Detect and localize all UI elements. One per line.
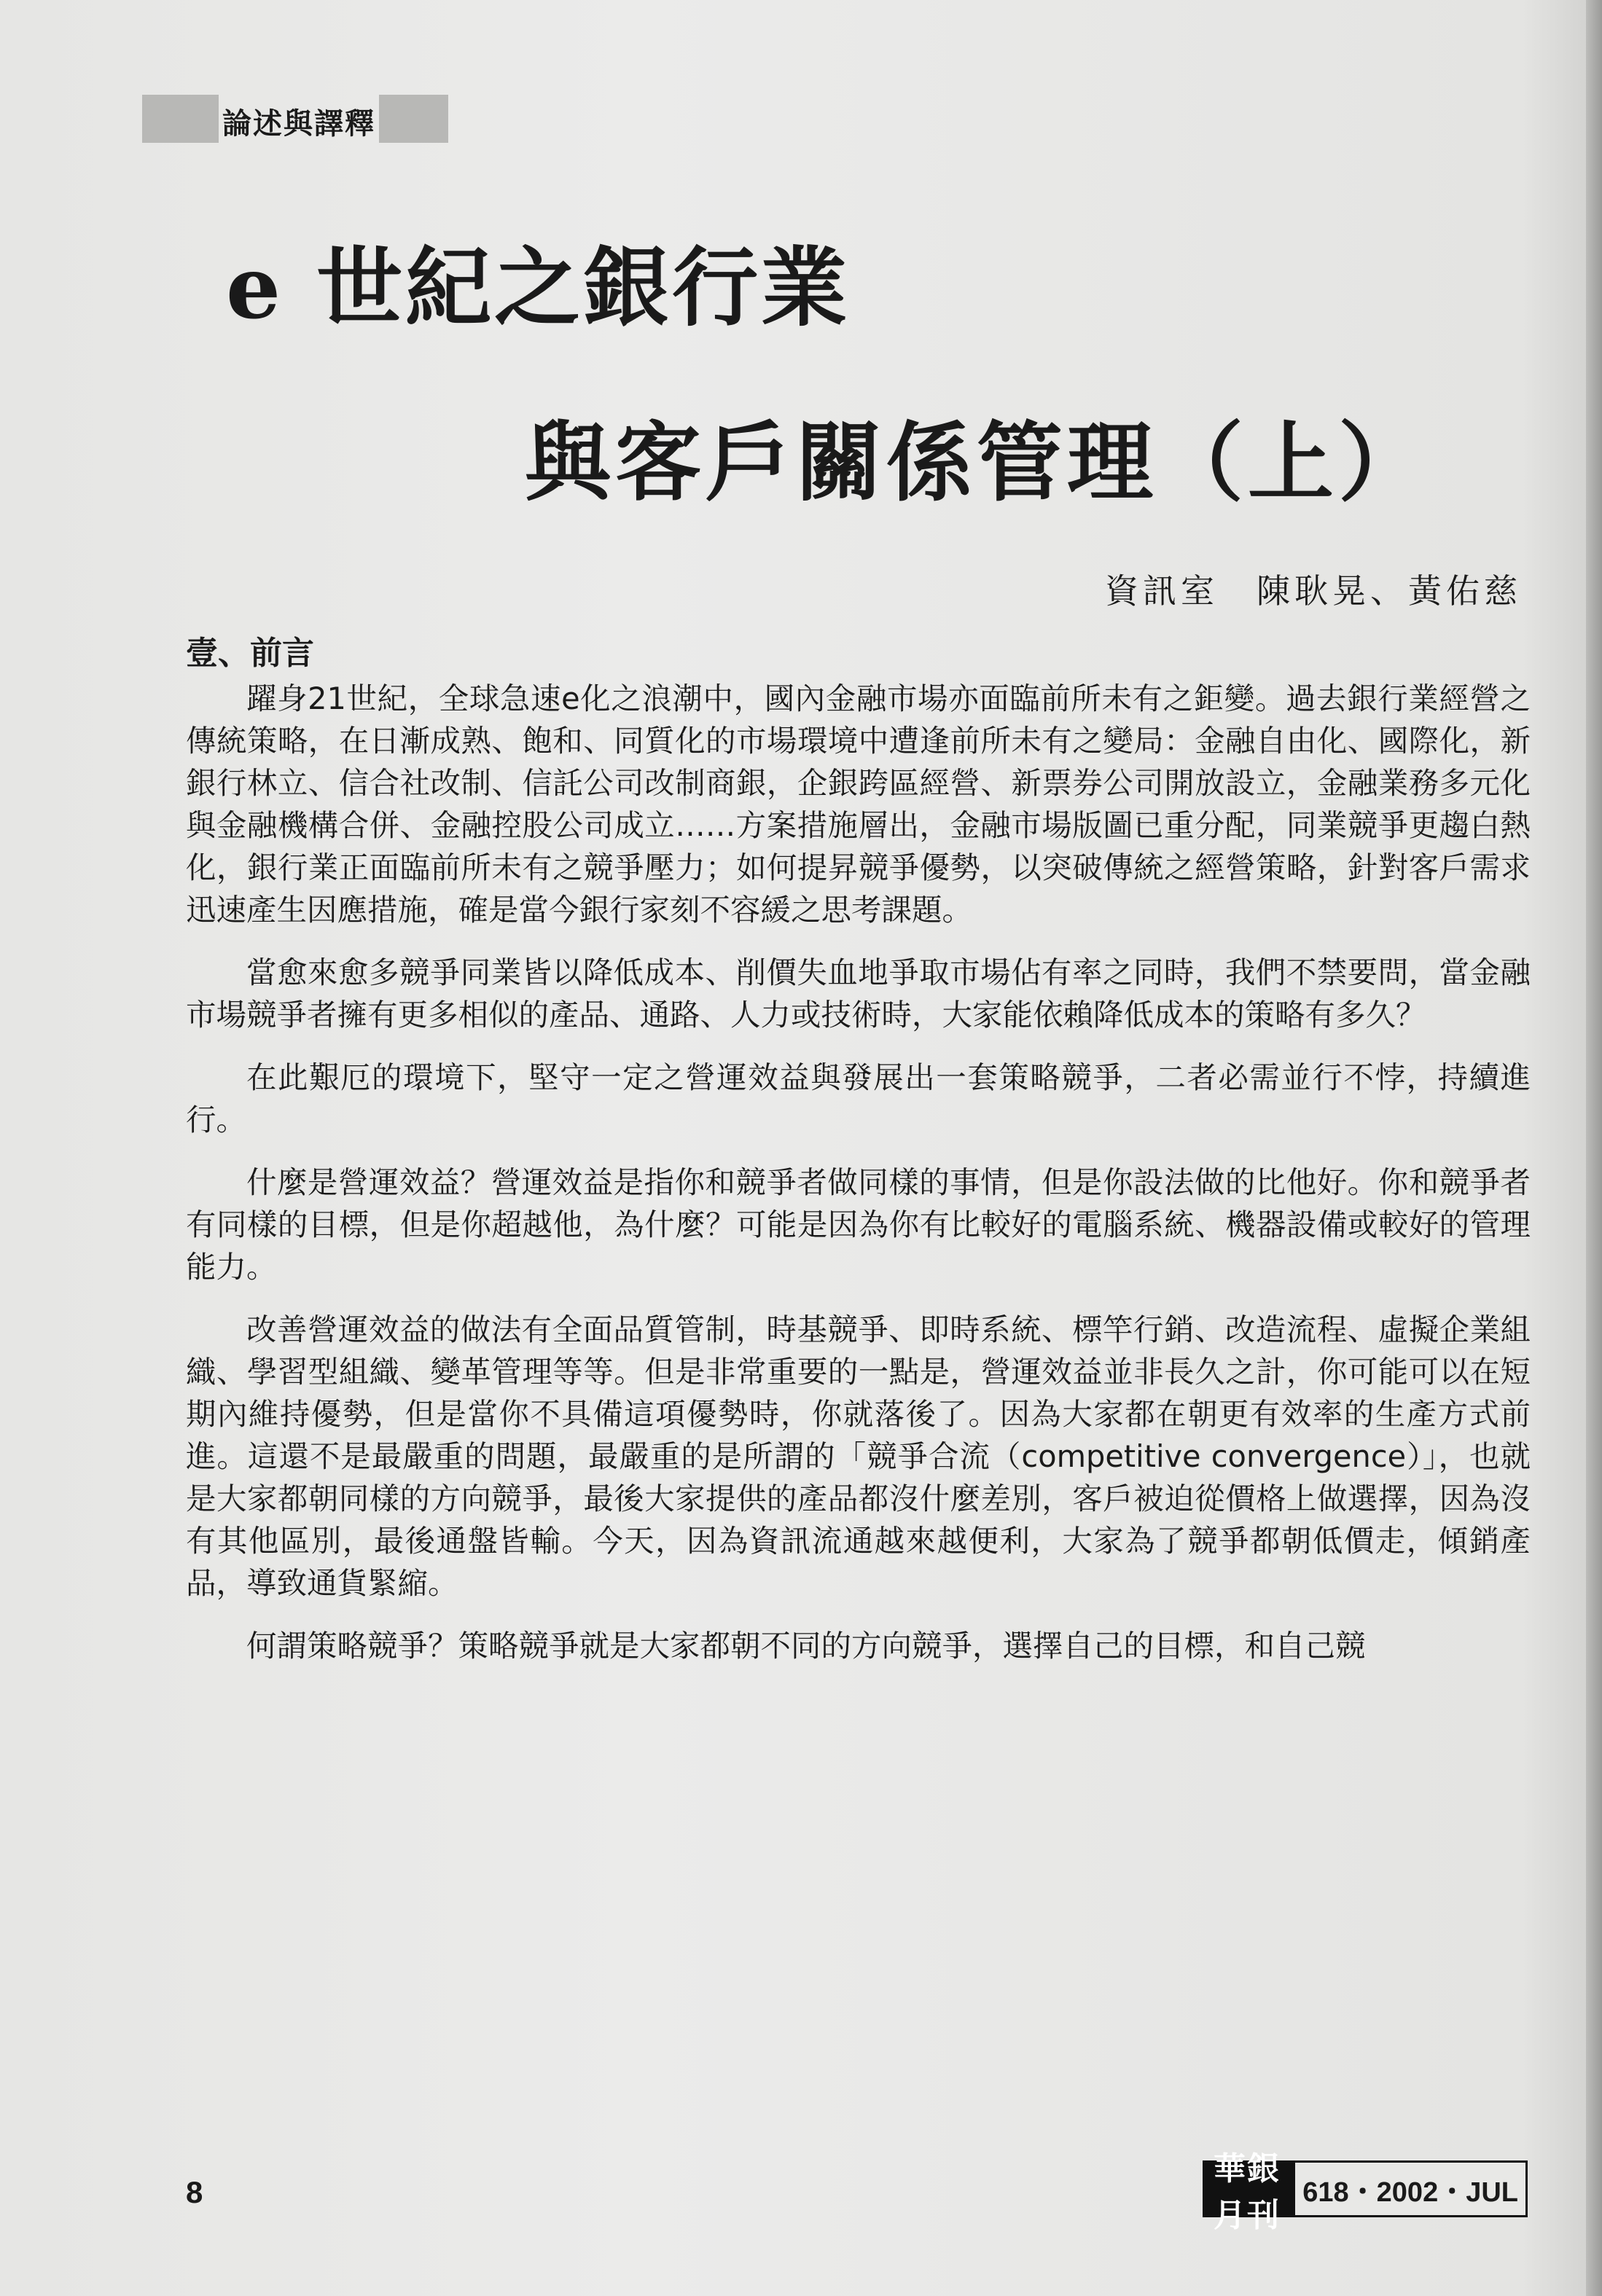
paragraph: 在此艱厄的環境下，堅守一定之營運效益與發展出一套策略競爭，二者必需並行不悖，持續進行。 xyxy=(186,1059,1531,1137)
magazine-name: 華銀月刊 xyxy=(1205,2163,1295,2215)
magazine-footer xyxy=(1203,2150,1528,2234)
paragraph: 改善營運效益的做法有全面品質管制，時基競爭、即時系統、標竿行銷、改造流程、虛擬企業組織、學習型組織、變革管理等等。但是非常重要的一點是，營運效益並非長久之計，你可能可以在短期內維持優勢，但是當你不具備這項優勢時，你就落後了。因為大家都在朝更有效率的生產方式前進。這還不是最嚴重的問題，最嚴重的是所謂的「競爭合流（competitive convergence）」，也就是大家都朝同樣的方向競爭，最後大家提供的產品都沒什麼差別，客戶被迫從價格上做選擇，因為沒有其他區別，最後通盤皆輸。今天，因為資訊流通越來越便利，大家為了競爭都朝低價走，傾銷產品，導致通貨緊縮。 xyxy=(186,1312,1531,1601)
paragraph: 何謂策略競爭？策略競爭就是大家都朝不同的方向競爭，選擇自己的目標，和自己競 xyxy=(246,1628,1366,1664)
paragraph: 當愈來愈多競爭同業皆以降低成本、削價失血地爭取市場佔有率之同時，我們不禁要問，當金融市場競爭者擁有更多相似的產品、通路、人力或技術時，大家能依賴降低成本的策略有多久？ xyxy=(186,955,1531,1033)
article-body xyxy=(186,678,1531,1688)
section-bar-right xyxy=(379,95,448,143)
issue-info: 618・2002・JUL xyxy=(1302,2177,1518,2208)
page-number: 8 xyxy=(186,2175,203,2209)
section-heading: 壹、前言 xyxy=(186,635,314,672)
paragraph: 躍身21世紀，全球急速e化之浪潮中，國內金融市場亦面臨前所未有之鉅變。過去銀行業經營之傳統策略，在日漸成熟、飽和、同質化的市場環境中遭逢前所未有之變局：金融自由化、國際化，新銀行林立、信合社改制、信託公司改制商銀，企銀跨區經營、新票券公司開放設立，金融業務多元化與金融機構合併、金融控股公司成立……方案措施層出，金融市場版圖已重分配，同業競爭更趨白熱化，銀行業正面臨前所未有之競爭壓力；如何提昇競爭優勢，以突破傳統之經營策略，針對客戶需求迅速產生因應措施，確是當今銀行家刻不容緩之思考課題。 xyxy=(186,681,1531,928)
section-tag xyxy=(142,95,448,143)
section-bar-left xyxy=(142,95,219,143)
title-line-2: 與客戶關係管理（上） xyxy=(525,412,1429,513)
authors: 資訊室 陳耿晃、黃佑慈 xyxy=(1105,571,1522,611)
section-label: 論述與譯釋 xyxy=(222,107,375,141)
title-line-1: e 世紀之銀行業 xyxy=(226,237,851,338)
page-edge xyxy=(1586,0,1602,2296)
paragraph: 什麼是營運效益？營運效益是指你和競爭者做同樣的事情，但是你設法做的比他好。你和競爭者有同樣的目標，但是你超越他，為什麼？可能是因為你有比較好的電腦系統、機器設備或較好的管理能力。 xyxy=(186,1164,1531,1285)
